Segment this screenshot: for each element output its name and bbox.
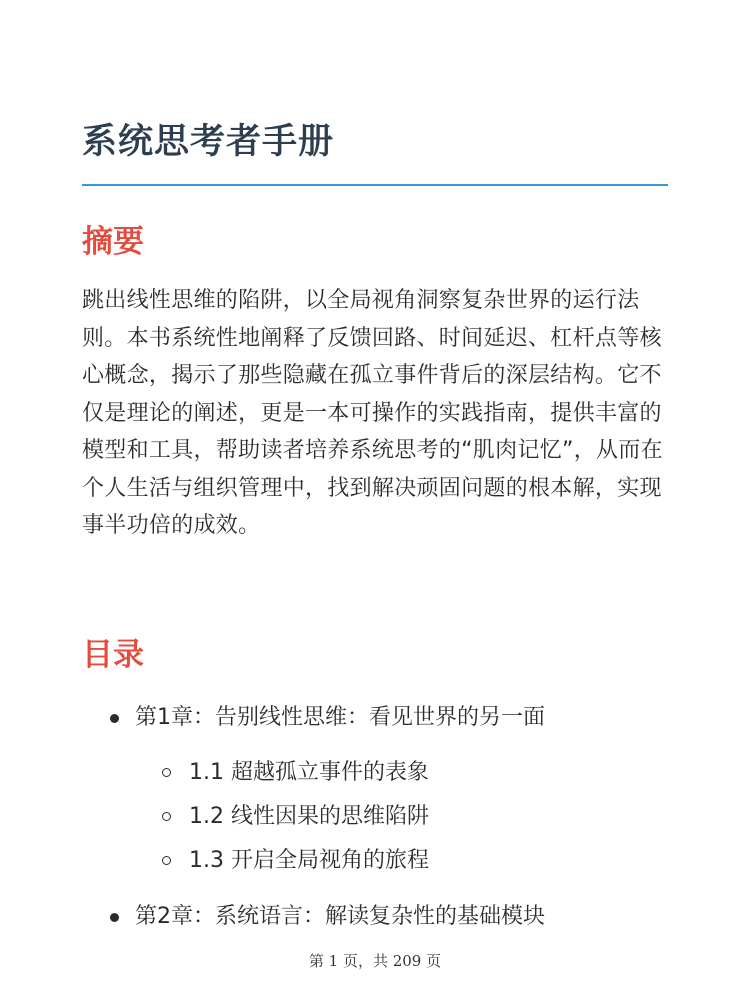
document-page: [82, 0, 668, 1000]
page-number: 第 1 页，共 209 页: [308, 952, 442, 970]
toc-item-section-1-3[interactable]: [162, 845, 429, 877]
title-divider: [82, 184, 668, 186]
toc-item-label: 1.1 超越孤立事件的表象: [189, 760, 429, 785]
toc-heading: 目录: [82, 637, 144, 673]
document-title: 系统思考者手册: [82, 122, 335, 162]
abstract-heading: 摘要: [82, 224, 144, 260]
bullet-circle-icon: [162, 768, 171, 777]
toc-item-chapter-1[interactable]: [110, 702, 545, 734]
toc-item-section-1-2[interactable]: [162, 801, 429, 833]
toc-item-label: 1.2 线性因果的思维陷阱: [189, 804, 429, 829]
abstract-paragraph: 跳出线性思维的陷阱，以全局视角洞察复杂世界的运行法则。本书系统性地阐释了反馈回路、时间延迟、杠杆点等核心概念，揭示了那些隐藏在孤立事件背后的深层结构。它不仅是理论的阐述，更是一本可操作的实践指南，提供丰富的模型和工具，帮助读者培养系统思考的“肌肉记忆”，从而在个人生活与组织管理中，找到解决顽固问题的根本解，实现事半功倍的成效。: [82, 288, 663, 538]
toc-item-label: 第2章：系统语言：解读复杂性的基础模块: [135, 904, 545, 929]
toc-item-label: 1.3 开启全局视角的旅程: [189, 848, 429, 873]
bullet-disc-icon: [110, 714, 119, 723]
toc-item-section-1-1[interactable]: [162, 757, 429, 789]
toc-item-chapter-2[interactable]: [110, 901, 545, 933]
bullet-disc-icon: [110, 913, 119, 922]
bullet-circle-icon: [162, 812, 171, 821]
toc-item-label: 第1章：告别线性思维：看见世界的另一面: [135, 705, 545, 730]
bullet-circle-icon: [162, 856, 171, 865]
